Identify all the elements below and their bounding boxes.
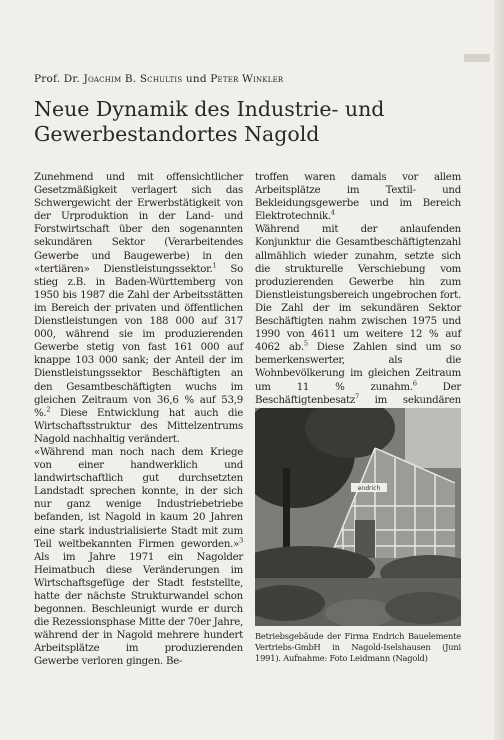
- text-column-right: [255, 171, 461, 420]
- paragraph: [255, 223, 461, 419]
- sign-text: endrich: [357, 485, 381, 492]
- text-column-left: [34, 171, 243, 669]
- author-line: [34, 73, 283, 85]
- text-run: Diese Zahlen sind um so bemerkenswerter, als die Wohnbevölkerung im gleichen Zeitraum um 11 % zunahm.: [255, 342, 461, 393]
- title-line-1: Neue Dynamik des Industrie- und: [34, 97, 385, 121]
- paragraph: [34, 171, 243, 446]
- entrance-door: [355, 520, 375, 558]
- text-run: Als im Jahre 1971 ein Nagolder Heimatbuch diese Veränderungen im Wirtschaftsgefüge der Stadt feststellte, hatte der nächste Strukturwandel schon begonnen. Beschleunigt wurde er durch die Rezessionsphase Mitte der 70er Jahre, während der in Nagold mehrere hundert Arbeitsplätze im produzierenden Gewerbe verloren gingen. Be-: [34, 551, 243, 668]
- bright-sky: [405, 408, 461, 468]
- page-edge: [494, 0, 504, 740]
- footnote-ref: 2: [46, 405, 51, 414]
- photo-caption: Betriebsgebäude der Firma Endrich Bauelemente Vertriebs-GmbH in Nagold-Iselshausen (Juni 1991). Aufnahme: Foto Leidmann (Nagold): [255, 631, 461, 663]
- footnote-ref: 5: [303, 339, 308, 348]
- author-connector: und: [182, 73, 211, 85]
- page-corner-mark: [464, 54, 490, 62]
- footnote-ref: 1: [212, 261, 217, 270]
- text-run: Der Beschäftigtenbesatz: [255, 381, 461, 406]
- article-title: [34, 97, 384, 147]
- text-run: Diese Entwicklung hat auch die Wirtschaftsstruktur des Mittelzentrums Nagold nachhaltig verändert.: [34, 407, 243, 445]
- text-run: «Während man noch nach dem Kriege von einer handwerklich und landwirtschaftlich gut durchsetzten Landstadt sprechen konnte, in der sich nur ganz wenige Industriebetriebe befanden, ist Nagold in kaum 20 Jahren eine stark industrialisierte Stadt mit zum Teil weltbekannten Firmen geworden.»: [34, 446, 243, 550]
- footnote-ref: 7: [354, 392, 359, 401]
- text-run: Während mit der anlaufenden Konjunktur die Gesamtbeschäftigtenzahl allmählich wieder zunahm, setzte sich die strukturelle Verschiebung vom produzierenden Gewerbe hin zum Dienstleistungsbereich ungebrochen fort. Die Zahl der im sekundären Sektor Beschäftigten nahm zwischen 1975 und 1990 von 4611 um weitere 12 % auf 4062 ab.: [255, 224, 461, 354]
- author-prefix: Prof. Dr.: [34, 73, 84, 85]
- text-run: im sekundären: [374, 394, 461, 406]
- footnote-ref: 3: [239, 536, 243, 545]
- title-line-2: Gewerbestandortes Nagold: [34, 122, 320, 146]
- text-run: So stieg z.B. in Baden-Württemberg von 1950 bis 1987 die Zahl der Arbeitsstätten im Bereich der privaten und öffentlichen Dienstleistungen von 188 000 auf 317 000, während sie im produzierenden Gewerbe stetig von fast 161 000 auf knappe 103 000 sank; der Anteil der im Dienstleistungssektor Beschäftigten an den Gesamtbeschäftigten wuchs im gleichen Zeitraum von 36,6 % auf 53,9 %.: [34, 263, 243, 419]
- text-run: troffen waren damals vor allem Arbeitsplätze im Textil- und Bekleidungsgewerbe und im Bereich Elektrotechnik.: [255, 172, 461, 223]
- building-photo: [255, 408, 461, 626]
- footnote-ref: 6: [412, 379, 417, 388]
- photo-illustration: [255, 408, 461, 626]
- paragraph: [34, 446, 243, 669]
- paragraph: [255, 171, 461, 223]
- author-1: Joachim B. Schultis: [83, 73, 183, 85]
- text-run: Zunehmend und mit offensichtlicher Gesetzmäßigkeit verlagert sich das Schwergewicht der Erwerbstätigkeit von der Urproduktion in der Land- und Forstwirtschaft über den sogenannten sekundären Sektor (Verarbeitendes Gewerbe und Baugewerbe) in den «tertiären» Dienstleistungssektor.: [34, 172, 243, 275]
- plants: [325, 599, 395, 626]
- author-2: Peter Winkler: [210, 73, 284, 85]
- footnote-ref: 4: [330, 208, 335, 217]
